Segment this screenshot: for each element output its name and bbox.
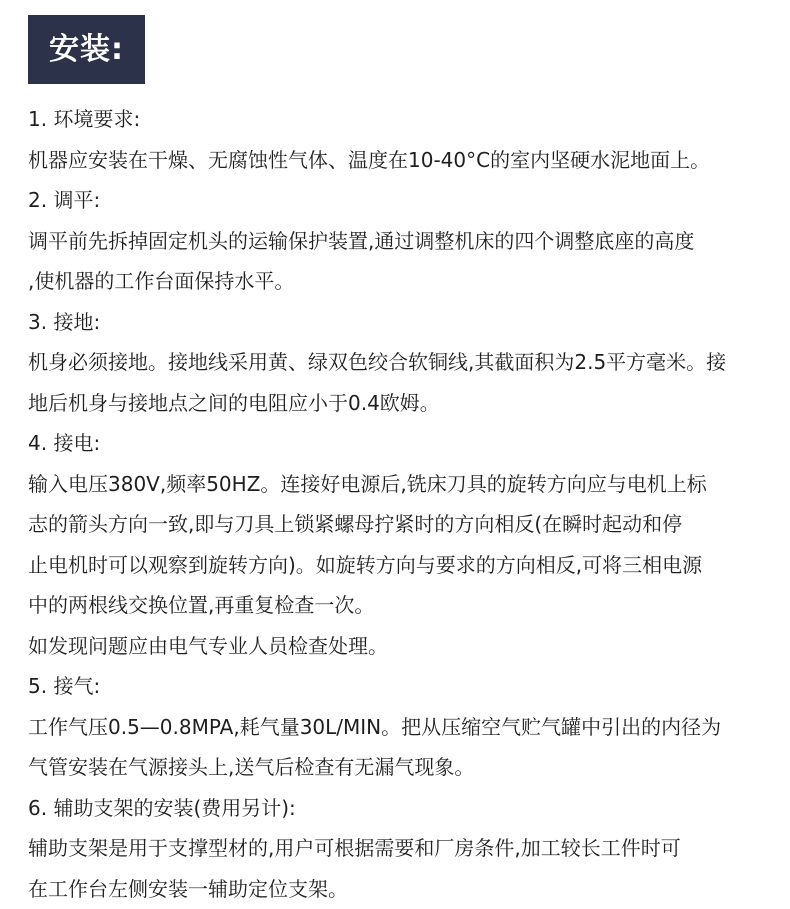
text-line: 止电机时可以观察到旋转方向)。如旋转方向与要求的方向相反,可将三相电源: [28, 545, 778, 586]
text-line: ,使机器的工作台面保持水平。: [28, 261, 778, 302]
text-line: 工作气压0.5—0.8MPA,耗气量30L/MIN。把从压缩空气贮气罐中引出的内径为: [28, 707, 778, 748]
text-line: 中的两根线交换位置,再重复检查一次。: [28, 585, 778, 626]
text-line: 气管安装在气源接头上,送气后检查有无漏气现象。: [28, 747, 778, 788]
text-line: 机器应安装在干燥、无腐蚀性气体、温度在10-40°C的室内坚硬水泥地面上。: [28, 140, 778, 181]
heading-environment: 1. 环境要求:: [28, 99, 778, 140]
heading-leveling: 2. 调平:: [28, 180, 778, 221]
heading-air: 5. 接气:: [28, 666, 778, 707]
text-line: 辅助支架是用于支撑型材的,用户可根据需要和厂房条件,加工较长工件时可: [28, 828, 778, 869]
text-line: 调平前先拆掉固定机头的运输保护装置,通过调整机床的四个调整底座的高度: [28, 221, 778, 262]
text-line: 在工作台左侧安装一辅助定位支架。: [28, 869, 778, 909]
text-line: 机身必须接地。接地线采用黄、绿双色绞合软铜线,其截面积为2.5平方毫米。接: [28, 342, 778, 383]
installation-instructions: [28, 99, 778, 909]
heading-power: 4. 接电:: [28, 423, 778, 464]
text-line: 地后机身与接地点之间的电阻应小于0.4欧姆。: [28, 383, 778, 424]
text-line: 如发现问题应由电气专业人员检查处理。: [28, 626, 778, 667]
heading-support-frame: 6. 辅助支架的安装(费用另计):: [28, 788, 778, 829]
text-line: 志的箭头方向一致,即与刀具上锁紧螺母拧紧时的方向相反(在瞬时起动和停: [28, 504, 778, 545]
section-title: 安装:: [28, 15, 145, 84]
heading-grounding: 3. 接地:: [28, 302, 778, 343]
text-line: 输入电压380V,频率50HZ。连接好电源后,铣床刀具的旋转方向应与电机上标: [28, 464, 778, 505]
